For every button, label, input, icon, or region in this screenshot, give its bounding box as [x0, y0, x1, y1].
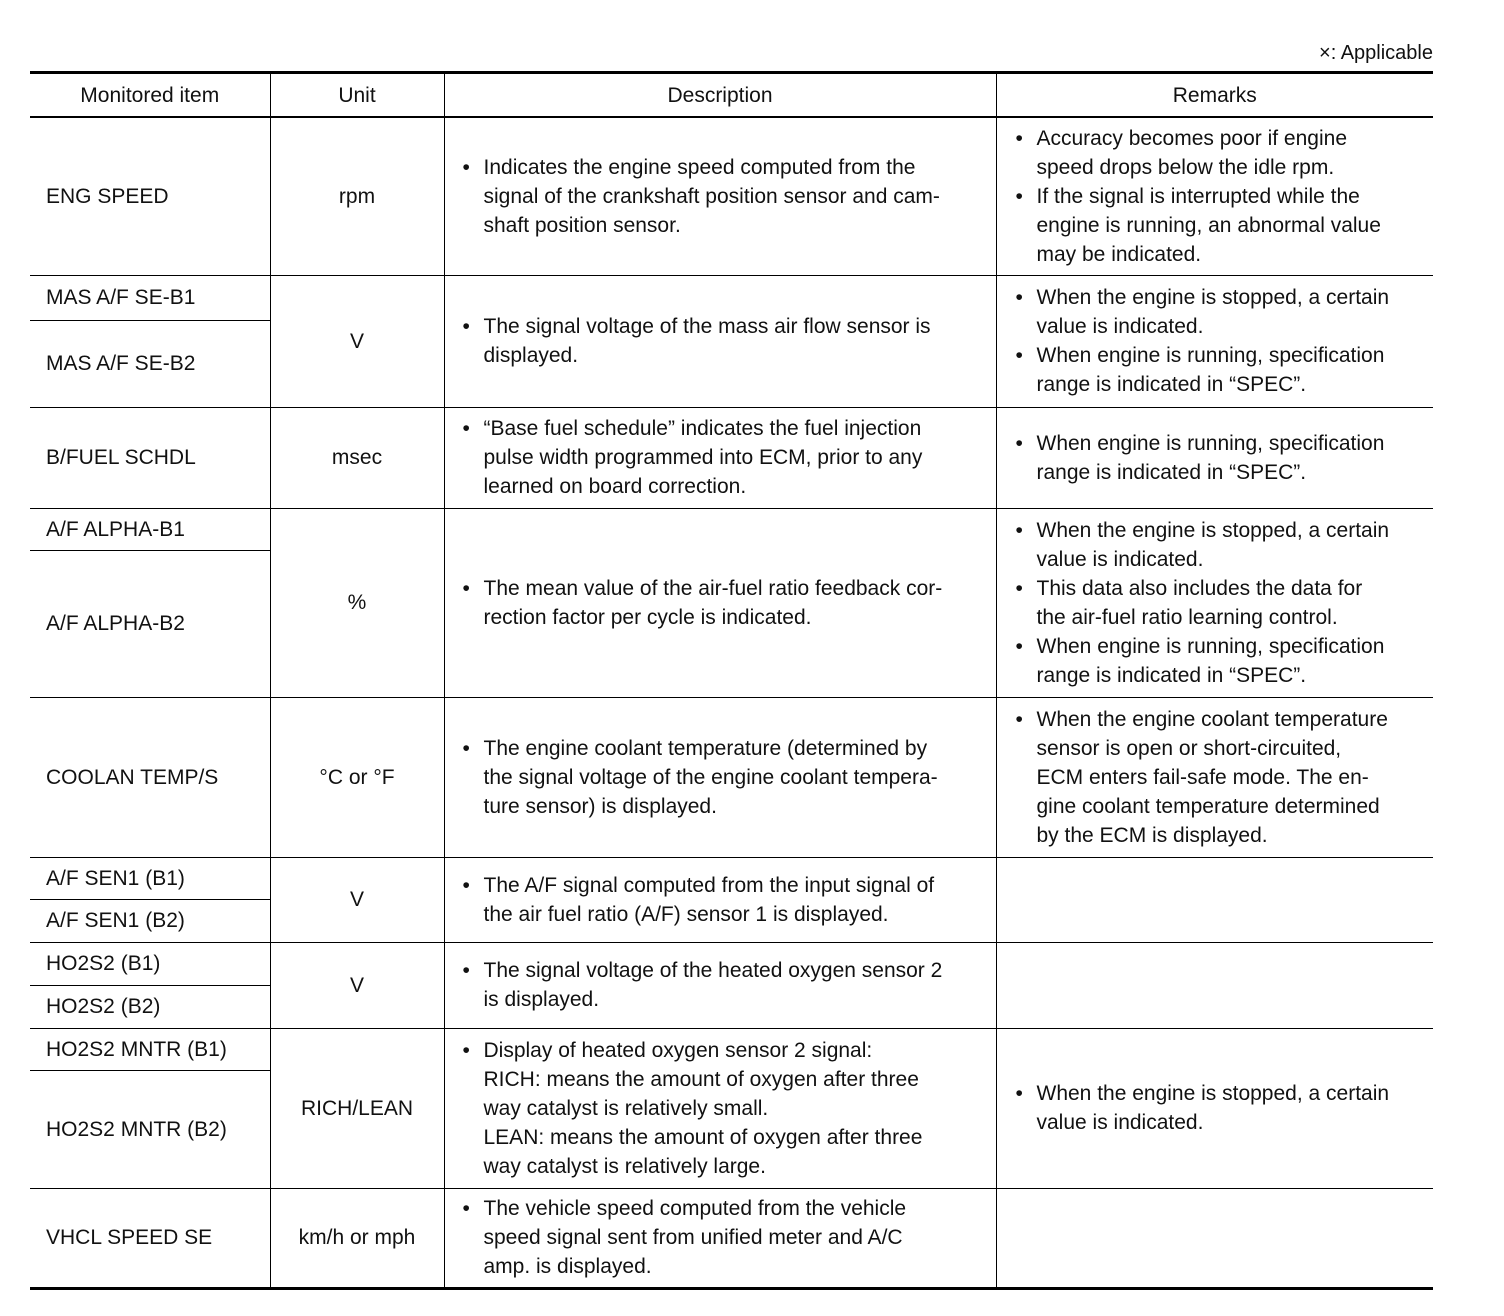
description-cell — [444, 407, 996, 508]
remark-bullet: • When engine is running, specification range is indicated in “SPEC”. — [1037, 632, 1434, 690]
monitored-item: MAS A/F SE-B2 — [30, 320, 270, 407]
table-row — [30, 407, 1433, 508]
remark-list — [997, 516, 1434, 690]
header-description: Description — [444, 73, 996, 118]
monitored-item: HO2S2 (B2) — [30, 985, 270, 1028]
remark-list — [997, 429, 1434, 487]
table-row — [30, 508, 1433, 550]
monitored-item: ENG SPEED — [30, 117, 270, 275]
remarks-cell — [996, 942, 1433, 1028]
table-row — [30, 942, 1433, 985]
description-list — [445, 871, 996, 929]
remark-bullet: • When the engine coolant temperature sensor is open or short-circuited, ECM enters fail-safe mode. The en- gine coolant temperature determined by the ECM is displayed. — [1037, 705, 1434, 850]
remark-bullet: • When engine is running, specification range is indicated in “SPEC”. — [1037, 429, 1434, 487]
remark-bullet: • When engine is running, specification range is indicated in “SPEC”. — [1037, 341, 1434, 399]
description-list — [445, 1194, 996, 1281]
description-list — [445, 734, 996, 821]
monitored-item: A/F ALPHA-B1 — [30, 508, 270, 550]
unit-cell: V — [270, 942, 444, 1028]
table-row — [30, 857, 1433, 899]
header-unit: Unit — [270, 73, 444, 118]
remarks-cell — [996, 1028, 1433, 1188]
remark-bullet: • If the signal is interrupted while the engine is running, an abnormal value may be indicated. — [1037, 182, 1434, 269]
description-bullet: • The signal voltage of the mass air flow sensor is displayed. — [484, 312, 996, 370]
table-row — [30, 1028, 1433, 1070]
remarks-cell — [996, 275, 1433, 407]
description-cell — [444, 1028, 996, 1188]
description-bullet: • The signal voltage of the heated oxygen sensor 2 is displayed. — [484, 956, 996, 1014]
header-monitored-item: Monitored item — [30, 73, 270, 118]
description-list — [445, 153, 996, 240]
description-cell — [444, 697, 996, 857]
description-bullet: • The A/F signal computed from the input signal of the air fuel ratio (A/F) sensor 1 is displayed. — [484, 871, 996, 929]
table-row — [30, 1188, 1433, 1288]
description-list — [445, 1036, 996, 1181]
header-row — [30, 73, 1433, 118]
description-cell — [444, 508, 996, 697]
monitored-item: MAS A/F SE-B1 — [30, 275, 270, 320]
monitored-item: HO2S2 MNTR (B2) — [30, 1070, 270, 1188]
unit-cell: °C or °F — [270, 697, 444, 857]
description-bullet: • The mean value of the air-fuel ratio feedback cor- rection factor per cycle is indicated. — [484, 574, 996, 632]
monitored-item: HO2S2 MNTR (B1) — [30, 1028, 270, 1070]
description-cell — [444, 1188, 996, 1288]
monitored-item: VHCL SPEED SE — [30, 1188, 270, 1288]
remark-list — [997, 705, 1434, 850]
remark-bullet: • Accuracy becomes poor if engine speed drops below the idle rpm. — [1037, 124, 1434, 182]
description-list — [445, 312, 996, 370]
monitored-item: B/FUEL SCHDL — [30, 407, 270, 508]
unit-cell: msec — [270, 407, 444, 508]
description-cell — [444, 117, 996, 275]
legend-applicable: ×: Applicable — [1319, 42, 1433, 64]
remark-bullet: • When the engine is stopped, a certain value is indicated. — [1037, 283, 1434, 341]
unit-cell: km/h or mph — [270, 1188, 444, 1288]
unit-cell: V — [270, 857, 444, 942]
table-row — [30, 275, 1433, 320]
description-bullet: • Indicates the engine speed computed from the signal of the crankshaft position sensor and cam- shaft position sensor. — [484, 153, 996, 240]
remark-list — [997, 1079, 1434, 1137]
monitored-item: A/F SEN1 (B2) — [30, 899, 270, 942]
remark-list — [997, 124, 1434, 269]
description-bullet: • The engine coolant temperature (determined by the signal voltage of the engine coolant tempera- ture sensor) is displayed. — [484, 734, 996, 821]
remark-bullet: • This data also includes the data for the air-fuel ratio learning control. — [1037, 574, 1434, 632]
monitor-table — [30, 71, 1433, 1290]
remark-bullet: • When the engine is stopped, a certain value is indicated. — [1037, 1079, 1434, 1137]
description-cell — [444, 275, 996, 407]
description-cell — [444, 857, 996, 942]
monitored-item: COOLAN TEMP/S — [30, 697, 270, 857]
description-bullet: • The vehicle speed computed from the vehicle speed signal sent from unified meter and A/C amp. is displayed. — [484, 1194, 996, 1281]
unit-cell: rpm — [270, 117, 444, 275]
table-row — [30, 117, 1433, 275]
remark-bullet: • When the engine is stopped, a certain value is indicated. — [1037, 516, 1434, 574]
monitored-item: HO2S2 (B1) — [30, 942, 270, 985]
description-list — [445, 574, 996, 632]
remark-list — [997, 283, 1434, 399]
description-bullet: • “Base fuel schedule” indicates the fuel injection pulse width programmed into ECM, prior to any learned on board correction. — [484, 414, 996, 501]
unit-cell: RICH/LEAN — [270, 1028, 444, 1188]
remarks-cell — [996, 697, 1433, 857]
table-row — [30, 697, 1433, 857]
unit-cell: V — [270, 275, 444, 407]
monitored-item: A/F ALPHA-B2 — [30, 550, 270, 697]
description-bullet: • Display of heated oxygen sensor 2 signal: RICH: means the amount of oxygen after three way catalyst is relatively small. LEAN: means the amount of oxygen after three way catalyst is relatively large. — [484, 1036, 996, 1181]
monitored-item: A/F SEN1 (B1) — [30, 857, 270, 899]
remarks-cell — [996, 1188, 1433, 1288]
header-remarks: Remarks — [996, 73, 1433, 118]
remarks-cell — [996, 508, 1433, 697]
description-cell — [444, 942, 996, 1028]
remarks-cell — [996, 857, 1433, 942]
unit-cell: % — [270, 508, 444, 697]
description-list — [445, 956, 996, 1014]
remarks-cell — [996, 407, 1433, 508]
remarks-cell — [996, 117, 1433, 275]
description-list — [445, 414, 996, 501]
